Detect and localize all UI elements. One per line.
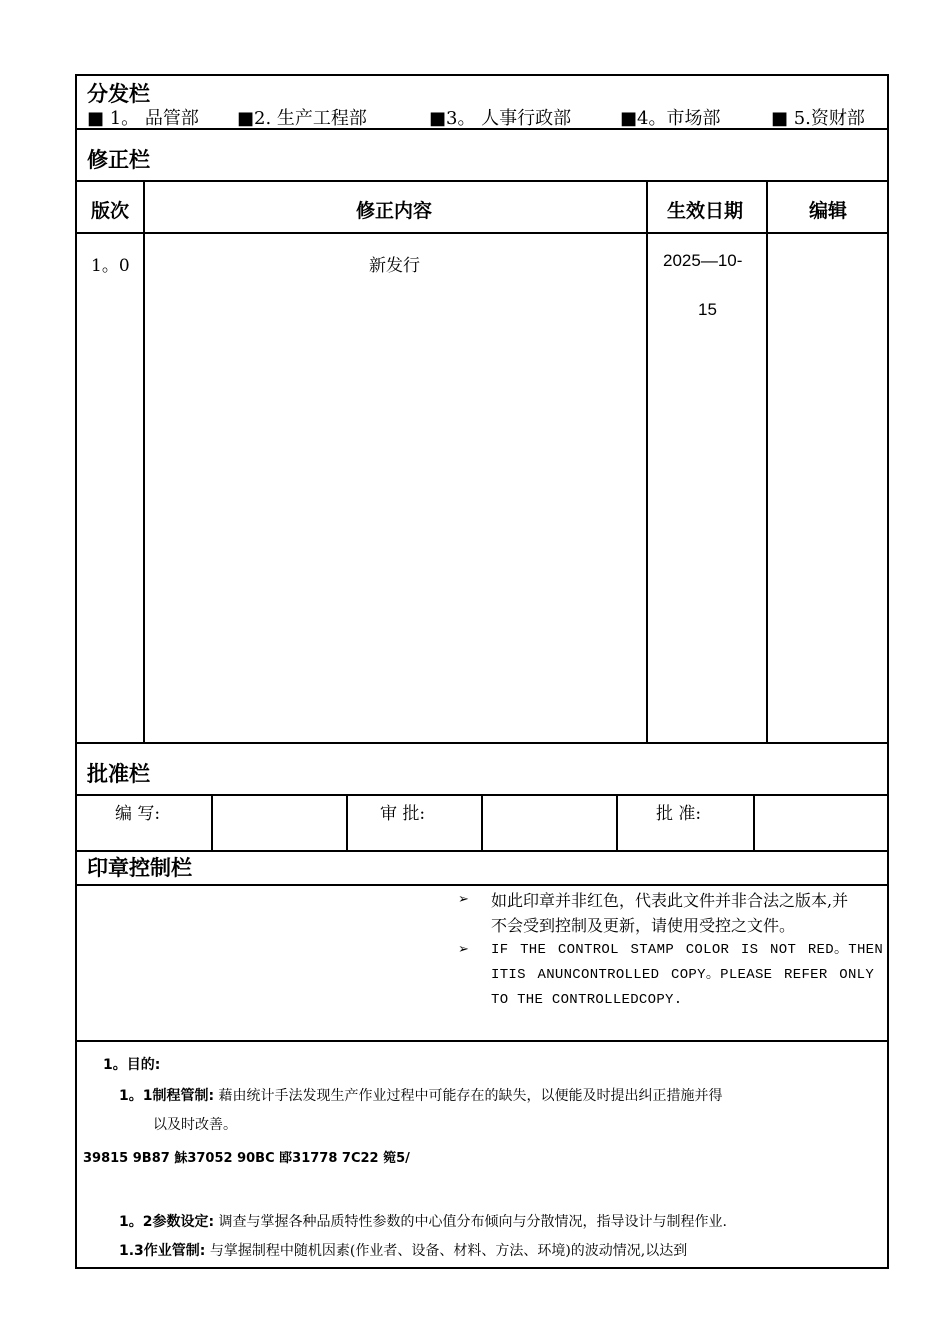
divider <box>77 742 889 744</box>
approval-write-label: 编 写: <box>115 804 161 824</box>
divider <box>646 180 648 742</box>
revision-date-value: 2025—10- <box>663 251 743 270</box>
section-1-1-label: 1。1制程管制: <box>119 1088 215 1104</box>
approval-review-label: 审 批: <box>380 804 426 824</box>
divider <box>211 794 213 850</box>
stamp-title: 印章控制栏 <box>87 856 192 880</box>
stamp-note-en-line1: IF THE CONTROL STAMP COLOR IS NOT RED。THEN <box>491 942 884 958</box>
stamp-note-cn-line1: 如此印章并非红色，代表此文件并非合法之版本,并 <box>491 891 849 910</box>
distribution-item-finance: ■ 5.资财部 <box>771 108 865 129</box>
divider <box>77 884 889 886</box>
divider <box>77 850 889 852</box>
section-1-3-label: 1.3作业管制: <box>119 1243 206 1259</box>
section-1-1-text: 藉由统计手法发现生产作业过程中可能存在的缺失，以便能及时提出纠正措施并得 <box>218 1088 723 1104</box>
revision-date-value-cont: 15 <box>698 300 717 319</box>
section-1-2-text: 调查与掌握各种品质特性参数的中心值分布倾向与分散情况，指导设计与制程作业. <box>218 1214 727 1230</box>
distribution-item-marketing: ■4。市场部 <box>620 108 721 129</box>
divider <box>77 128 889 130</box>
approval-approve-label: 批 准: <box>656 804 702 824</box>
section-1-1-text-cont: 以及时改善。 <box>153 1117 237 1133</box>
divider <box>77 1040 889 1042</box>
divider <box>143 180 145 742</box>
revision-header-content: 修正内容 <box>356 200 433 222</box>
distribution-item-hr: ■3。 人事行政部 <box>429 108 572 129</box>
revision-header-date: 生效日期 <box>667 200 744 222</box>
divider <box>753 794 755 850</box>
purpose-heading: 1。目的: <box>103 1057 161 1073</box>
code-line: 39815 9B87 鮇37052 90BC 邼31778 7C22 箢5/ <box>83 1151 410 1166</box>
revision-title: 修正栏 <box>87 148 150 172</box>
bullet-arrow-icon: ➢ <box>458 942 469 957</box>
divider <box>766 180 768 742</box>
stamp-note-en-line2: ITIS ANUNCONTROLLED COPY。PLEASE REFER ONLY <box>491 967 875 983</box>
divider <box>481 794 483 850</box>
bullet-arrow-icon: ➢ <box>458 892 469 907</box>
document-page <box>75 74 889 1269</box>
section-1-3-text: 与掌握制程中随机因素(作业者、设备、材料、方法、环境)的波动情况,以达到 <box>209 1243 688 1259</box>
revision-header-version: 版次 <box>91 200 130 222</box>
section-1-2-label: 1。2参数设定: <box>119 1214 215 1230</box>
divider <box>616 794 618 850</box>
divider <box>77 794 889 796</box>
divider <box>346 794 348 850</box>
revision-header-editor: 编辑 <box>809 200 848 222</box>
distribution-item-production: ■2. 生产工程部 <box>237 108 367 129</box>
revision-version-value: 1。0 <box>91 256 130 276</box>
approval-title: 批准栏 <box>87 762 150 786</box>
stamp-note-cn-line2: 不会受到控制及更新，请使用受控之文件。 <box>491 916 796 935</box>
distribution-title: 分发栏 <box>87 82 150 106</box>
revision-content-value: 新发行 <box>369 256 420 276</box>
stamp-note-en-line3: TO THE CONTROLLEDCOPY. <box>491 992 683 1008</box>
distribution-item-quality: ■ 1。 品管部 <box>87 108 199 129</box>
